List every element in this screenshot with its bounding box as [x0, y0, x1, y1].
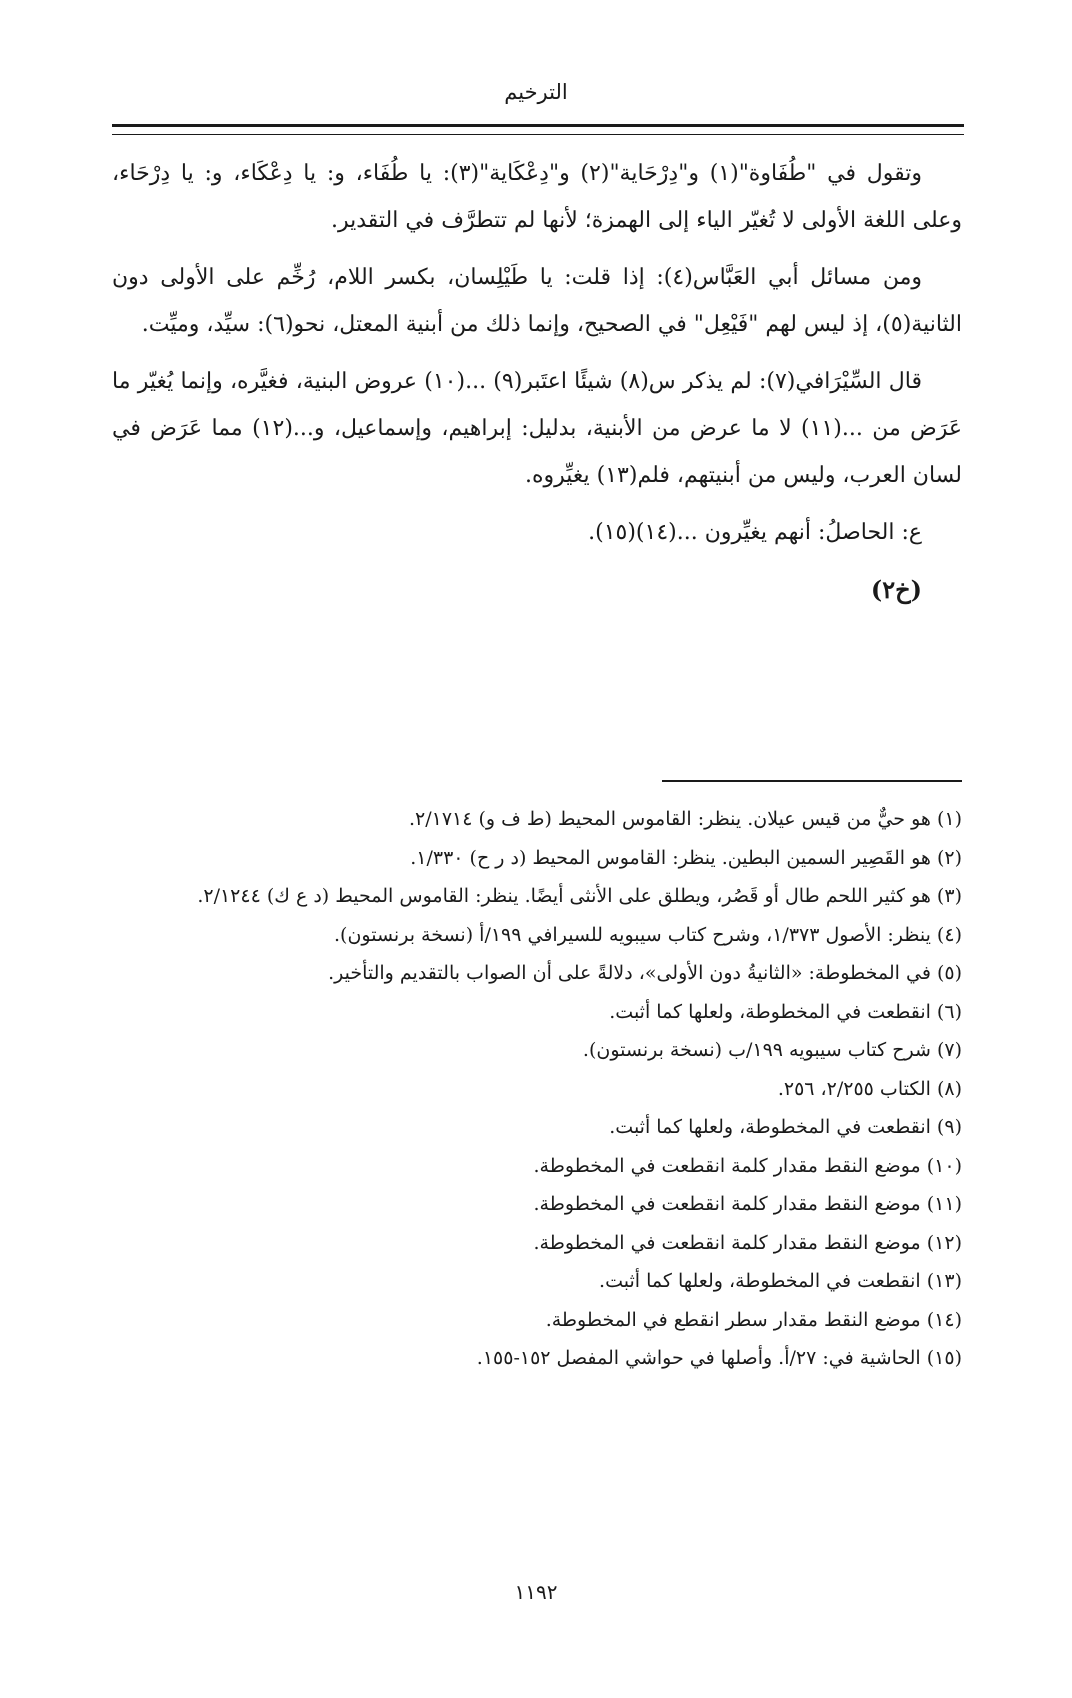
running-head-title: الترخيم — [504, 80, 568, 104]
page-number: ١١٩٢ — [514, 1580, 558, 1604]
paragraph-2: ومن مسائل أبي العَبَّاس(٤): إذا قلت: يا طَيْلِسان، بكسر اللام، رُخِّم على الأولى دون الثانية(٥)، إذ ليس لهم "فَيْعِل" في الصحيح، وإنما ذلك من أبنية المعتل، نحو(٦): سيِّد، وميِّت. — [112, 265, 962, 337]
paragraph-1: وتقول في "طُفَاوة"(١) و"دِرْحَاية"(٢) و"دِعْكَاية"(٣): يا طُفَاء، و: يا دِعْكَاء، و: يا دِرْحَاء، وعلى اللغة الأولى لا تُغيّر الياء إلى الهمزة؛ لأنها لم تتطرَّف في التقدير. — [112, 161, 962, 233]
footnote-8: (٨) الكتاب ٢/٢٥٥، ٢٥٦. — [777, 1077, 962, 1100]
footnote-13: (١٣) انقطعت في المخطوطة، ولعلها كما أثبت. — [599, 1270, 962, 1292]
footnote-2: (٢) هو القَصِير السمين البطين. ينظر: القاموس المحيط (د ر ح) ١/٣٣٠. — [410, 846, 962, 869]
header-rule-thick — [112, 124, 964, 127]
footnote-separator — [662, 780, 962, 782]
footnote-15: (١٥) الحاشية في: ٢٧/أ. وأصلها في حواشي المفصل ١٥٢-١٥٥. — [476, 1347, 962, 1369]
paragraph-4: ع: الحاصلُ: أنهم يغيِّرون ...(١٤)(١٥). — [588, 520, 922, 545]
paragraph-3: قال السِّيْرَافي(٧): لم يذكر س(٨) شيئًا اعتَبر(٩) ...(١٠) عروض البنية، فغيَّره، وإنما يُغيّر ما عَرَض من ...(١١) لا ما عرض من الأبنية، بدليل: إبراهيم، وإسماعيل، و...(١٢) مما عَرَض في لسان العرب، وليس من أبنيتهم، فلم(١٣) يغيِّروه. — [112, 369, 962, 488]
footnotes — [112, 800, 962, 1378]
header-rule-thin — [112, 134, 964, 135]
manuscript-marker: (خ٢) — [870, 575, 922, 604]
footnote-7: (٧) شرح كتاب سيبويه ١٩٩/ب (نسخة برنستون). — [582, 1039, 962, 1061]
footnote-3: (٣) هو كثير اللحم طال أو قَصُر، ويطلق على الأنثى أيضًا. ينظر: القاموس المحيط (د ع ك) ٢/١٢٤٤. — [197, 885, 962, 907]
footnote-6: (٦) انقطعت في المخطوطة، ولعلها كما أثبت. — [609, 1000, 962, 1023]
footnote-9: (٩) انقطعت في المخطوطة، ولعلها كما أثبت. — [609, 1116, 962, 1138]
footnote-12: (١٢) موضع النقط مقدار كلمة انقطعت في المخطوطة. — [533, 1231, 962, 1254]
footnote-5: (٥) في المخطوطة: «الثانيةُ دون الأولى»، دلالةً على أن الصواب بالتقديم والتأخير. — [328, 962, 962, 984]
footnote-10: (١٠) موضع النقط مقدار كلمة انقطعت في المخطوطة. — [533, 1154, 962, 1177]
footnote-1: (١) هو حيٌّ من قيس عيلان. ينظر: القاموس المحيط (ط ف و) ٢/١٧١٤. — [408, 808, 962, 830]
footnote-4: (٤) ينظر: الأصول ١/٣٧٣، وشرح كتاب سيبويه للسيرافي ١٩٩/أ (نسخة برنستون). — [334, 923, 962, 946]
main-text — [112, 150, 962, 613]
footnote-11: (١١) موضع النقط مقدار كلمة انقطعت في المخطوطة. — [533, 1193, 962, 1215]
footnote-14: (١٤) موضع النقط مقدار سطر انقطع في المخطوطة. — [545, 1308, 962, 1331]
